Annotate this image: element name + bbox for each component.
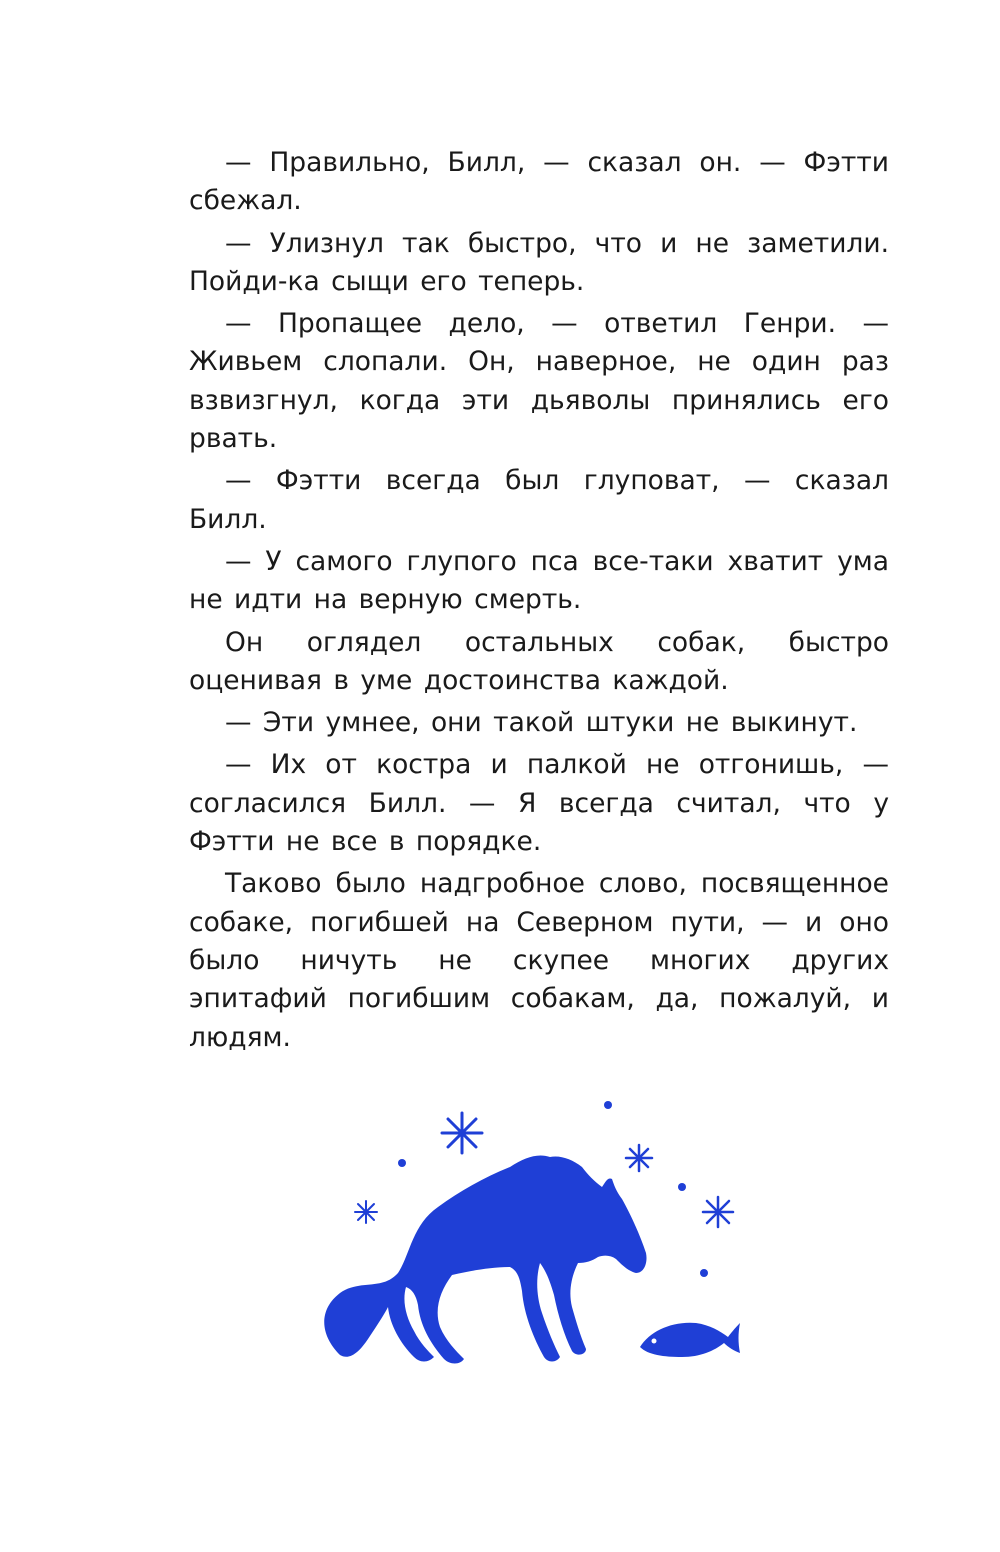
wolf-shape — [324, 1155, 646, 1363]
paragraph: — Правильно, Билл, — сказал он. — Фэтти сбежал. — [189, 147, 889, 217]
snowflake-icon — [626, 1145, 652, 1171]
paragraph: — Фэтти всегда был глуповат, — сказал Билл. — [189, 465, 889, 535]
paragraph: — Эти умнее, они такой штуки не выкинут. — [225, 707, 858, 739]
snowflake-icon — [703, 1197, 733, 1227]
wolf-sniffing-fish-icon — [310, 1095, 750, 1375]
snowflake-icon — [355, 1201, 377, 1223]
paragraph: — Улизнул так быстро, что и не заметили. Пойди-ка сыщи его теперь. — [189, 227, 889, 297]
paragraph: — У самого глупого пса все-таки хватит ума не идти на верную смерть. — [189, 545, 889, 616]
paragraph: — Пропащее дело, — ответил Генри. — Живьем слопали. Он, наверное, не один раз взвизгнул, когда эти дьяволы принялись его рвать. — [189, 308, 889, 455]
paragraph: — Их от костра и палкой не отгонишь, — согласился Билл. — Я всегда считал, что у Фэтти не все в порядке. — [189, 749, 889, 858]
paragraph: Он оглядел остальных собак, быстро оценивая в уме достоинства каждой. — [189, 626, 889, 696]
page-text — [189, 144, 889, 1061]
paragraph: Таково было надгробное слово, посвященное собаке, погибшей на Северном пути, — и оно было ничуть не скупее многих других эпитафий погибшим собакам, да, пожалуй, и людям. — [189, 868, 889, 1053]
snowflake-icon — [442, 1113, 482, 1153]
